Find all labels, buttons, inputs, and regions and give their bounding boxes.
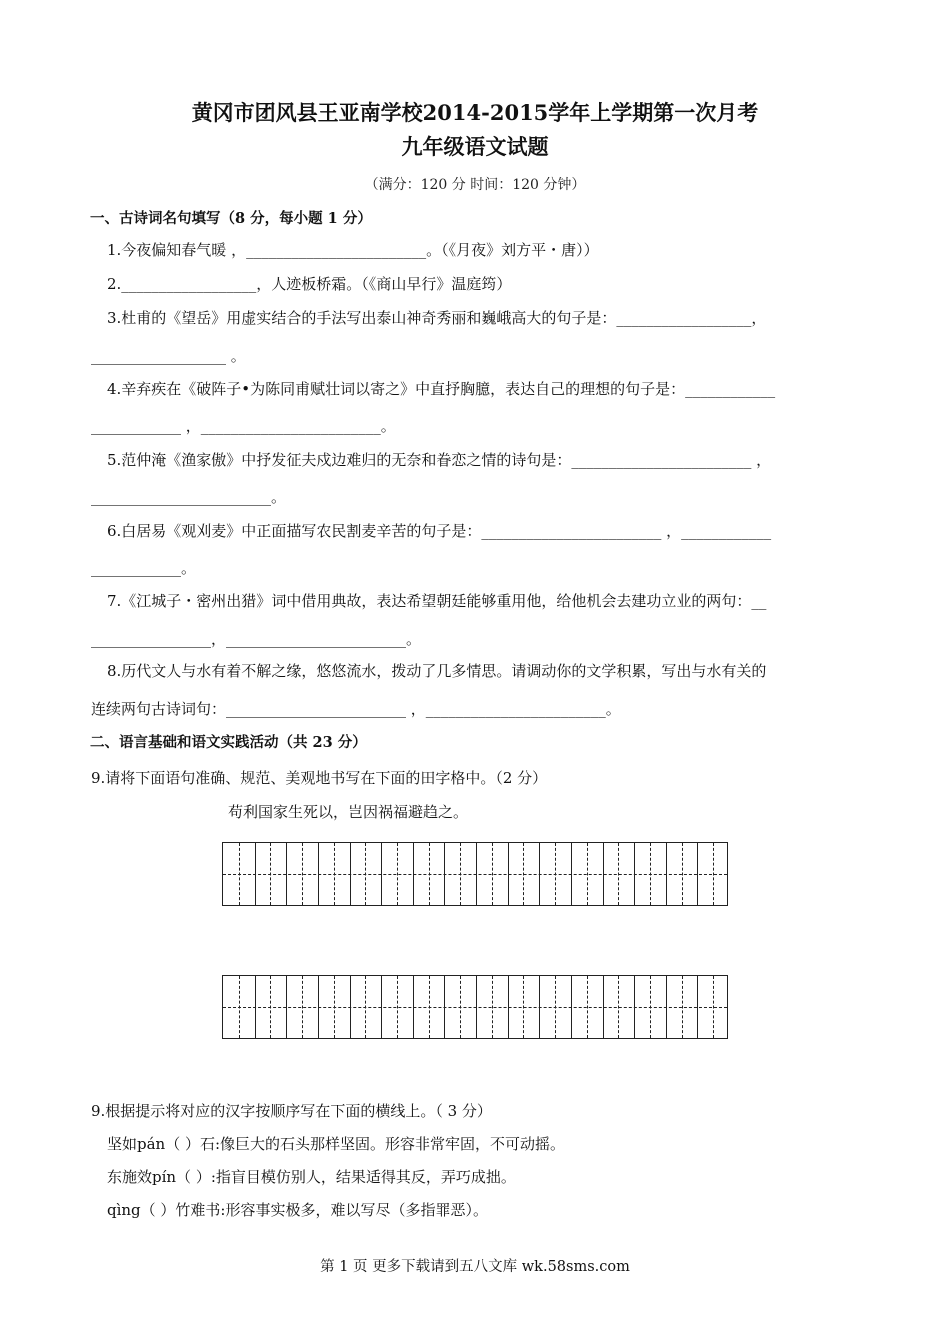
- question-7: 7.《江城子・密州出猎》词中借用典故，表达希望朝廷能够重用他，给他机会去建功立业的两句：__: [107, 592, 767, 610]
- question-4: 4.辛弃疾在《破阵子•为陈同甫赋壮词以寄之》中直抒胸臆，表达自己的理想的句子是：____________: [107, 380, 776, 398]
- question-3-continued: __________________ 。: [91, 347, 246, 365]
- page-subtitle-grade: 九年级语文试题: [401, 134, 549, 159]
- question-9b-item-3: qìng（ ）竹难书:形容事实极多，难以写尽（多指罪恶）。: [107, 1201, 488, 1219]
- question-9-sentence: 苟利国家生死以，岂因祸福避趋之。: [228, 803, 469, 821]
- section-1-heading: 一、古诗词名句填写（8 分，每小题 1 分）: [90, 210, 372, 227]
- question-6: 6.白居易《观刈麦》中正面描写农民割麦辛苦的句子是：________________________ ，____________: [107, 522, 772, 540]
- question-9-prompt: 9.请将下面语句准确、规范、美观地书写在下面的田字格中。（2 分）: [91, 769, 548, 787]
- question-8: 8.历代文人与水有着不解之缘，悠悠流水，拨动了几多情思。请调动你的文学积累，写出与水有关的: [107, 662, 767, 680]
- question-4-continued: ____________ ，________________________。: [91, 417, 396, 435]
- question-7-continued: ________________，________________________。: [91, 630, 422, 648]
- question-1: 1.今夜偏知春气暖 ，________________________。（《月夜》刘方平・唐））: [107, 241, 599, 259]
- page-footer: 第 1 页 更多下载请到五八文库 wk.58sms.com: [320, 1259, 630, 1275]
- question-9b-prompt: 9.根据提示将对应的汉字按顺序写在下面的横线上。（ 3 分）: [91, 1102, 492, 1120]
- tianzige-grid-2[interactable]: [222, 975, 728, 1039]
- question-5: 5.范仲淹《渔家傲》中抒发征夫戍边难归的无奈和眷恋之情的诗句是：________________________ ，: [107, 451, 772, 469]
- section-2-heading: 二、语言基础和语文实践活动（共 23 分）: [90, 734, 367, 751]
- question-6-continued: ____________。: [91, 559, 197, 577]
- grid-midline: [223, 874, 727, 875]
- page-title: 黄冈市团风县王亚南学校2014-2015学年上学期第一次月考: [191, 100, 759, 125]
- question-8-continued: 连续两句古诗词句：________________________ ，________________________。: [91, 700, 621, 718]
- question-5-continued: ________________________。: [91, 488, 287, 506]
- grid-midline: [223, 1007, 727, 1008]
- question-2: 2.__________________，人迹板桥霜。（《商山早行》温庭筠）: [107, 275, 512, 293]
- question-9b-item-1: 坚如pán（ ）石:像巨大的石头那样坚固。形容非常牢固，不可动摇。: [107, 1135, 566, 1153]
- question-9b-item-2: 东施效pín（ ）:指盲目模仿别人，结果适得其反，弄巧成拙。: [107, 1168, 516, 1186]
- score-time-info: （满分：120 分 时间：120 分钟）: [364, 177, 586, 193]
- tianzige-grid-1[interactable]: [222, 842, 728, 906]
- question-3: 3.杜甫的《望岳》用虚实结合的手法写出泰山神奇秀丽和巍峨高大的句子是：__________________，: [107, 309, 767, 327]
